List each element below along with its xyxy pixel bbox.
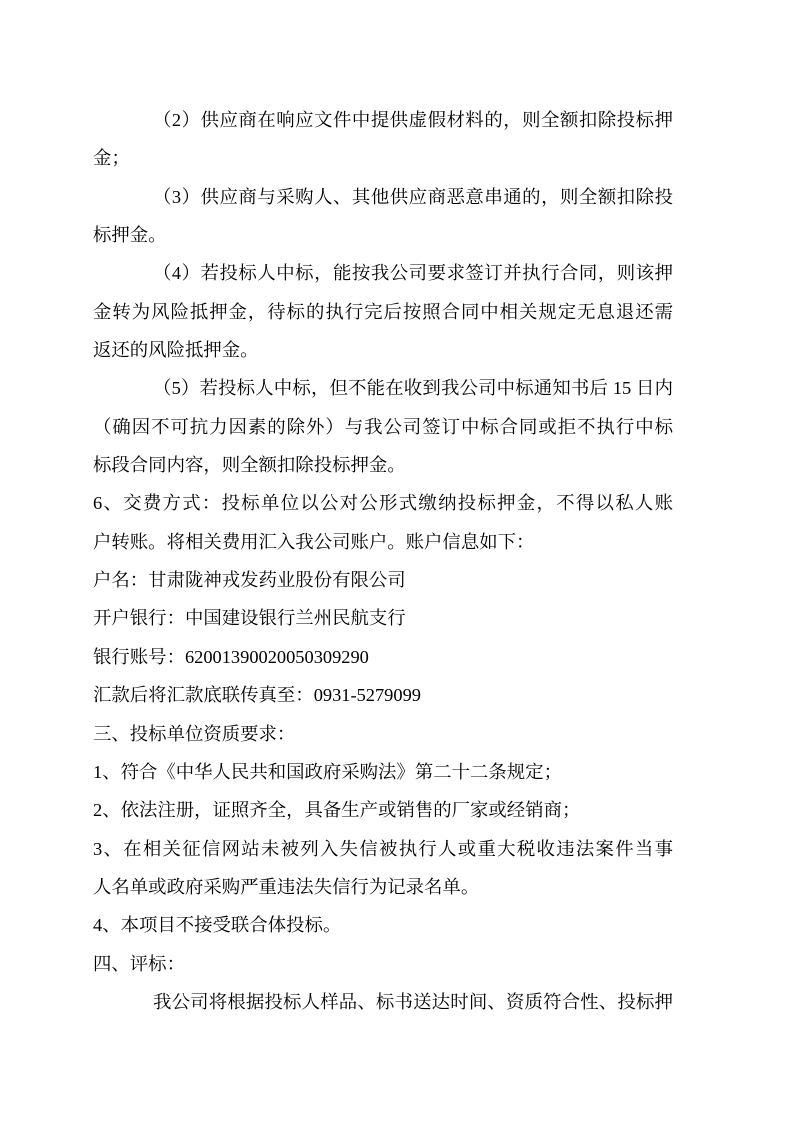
paragraph [93, 561, 673, 599]
text-line: 1、符合《中华人民共和国政府采购法》第二十二条规定； [93, 761, 562, 782]
text-line: 3、在相关征信网站未被列入失信被执行人或重大税收违法案件当事 [93, 838, 673, 859]
text-line: 四、评标： [93, 953, 185, 974]
paragraph [93, 369, 673, 484]
paragraph [93, 599, 673, 637]
text-line: 开户银行：中国建设银行兰州民航支行 [93, 608, 406, 629]
text-line: （3）供应商与采购人、其他供应商恶意串通的，则全额扣除投 [153, 186, 673, 207]
paragraph [93, 715, 673, 753]
document-content [93, 101, 673, 1021]
text-line: 人名单或政府采购严重违法失信行为记录名单。 [93, 876, 480, 897]
text-line: 4、本项目不接受联合体投标。 [93, 915, 342, 936]
paragraph [93, 753, 673, 791]
text-line: 6、交费方式：投标单位以公对公形式缴纳投标押金，不得以私人账 [93, 493, 673, 514]
text-line: 2、依法注册，证照齐全，具备生产或销售的厂家或经销商； [93, 800, 581, 821]
text-line: 三、投标单位资质要求： [93, 723, 296, 744]
text-line: 户名：甘肃陇神戎发药业股份有限公司 [93, 570, 406, 591]
text-line: （确因不可抗力因素的除外）与我公司签订中标合同或拒不执行中标 [93, 416, 673, 437]
paragraph [93, 830, 673, 907]
text-line: 金； [93, 148, 130, 169]
paragraph [93, 983, 673, 1021]
paragraph [93, 945, 673, 983]
text-line: （5）若投标人中标，但不能在收到我公司中标通知书后 15 日内 [153, 378, 673, 399]
text-line: 汇款后将汇款底联传真至：0931-5279099 [93, 685, 421, 706]
text-line: 户转账。将相关费用汇入我公司账户。账户信息如下： [93, 531, 535, 552]
text-line: （4）若投标人中标，能按我公司要求签订并执行合同，则该押 [153, 263, 673, 284]
text-line: 标押金。 [93, 225, 167, 246]
text-line: 金转为风险抵押金，待标的执行完后按照合同中相关规定无息退还需 [93, 301, 673, 322]
text-line: 返还的风险抵押金。 [93, 340, 259, 361]
paragraph [93, 638, 673, 676]
text-line: 我公司将根据投标人样品、标书送达时间、资质符合性、投标押 [153, 991, 673, 1012]
text-line: 银行账号：62001390020050309290 [93, 646, 369, 667]
paragraph [93, 484, 673, 561]
paragraph [93, 101, 673, 178]
paragraph [93, 178, 673, 255]
paragraph [93, 906, 673, 944]
text-line: 标段合同内容，则全额扣除投标押金。 [93, 455, 406, 476]
text-line: （2）供应商在响应文件中提供虚假材料的，则全额扣除投标押 [153, 110, 673, 130]
paragraph [93, 254, 673, 369]
paragraph [93, 791, 673, 829]
paragraph [93, 676, 673, 714]
